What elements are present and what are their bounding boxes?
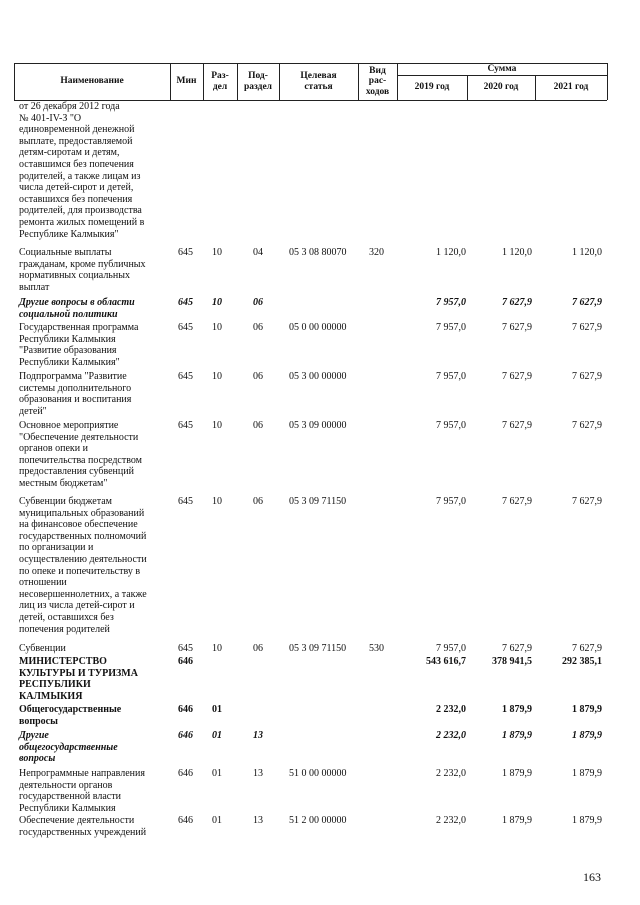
cell-podrazdel: 06 xyxy=(253,371,263,382)
cell-y2021: 7 627,9 xyxy=(572,297,602,308)
cell-y2019: 7 957,0 xyxy=(436,643,466,654)
cell-razdel: 10 xyxy=(212,420,222,431)
cell-vid: 530 xyxy=(369,643,384,654)
cell-min: 645 xyxy=(178,643,193,654)
cell-y2019: 543 616,7 xyxy=(426,656,466,667)
cell-y2020: 7 627,9 xyxy=(502,420,532,431)
cell-celevaya: 51 2 00 00000 xyxy=(289,815,347,826)
cell-podrazdel: 06 xyxy=(253,322,263,333)
cell-min: 645 xyxy=(178,496,193,507)
cell-razdel: 10 xyxy=(212,371,222,382)
cell-y2021: 1 879,9 xyxy=(572,768,602,779)
cell-y2020: 7 627,9 xyxy=(502,297,532,308)
cell-min: 646 xyxy=(178,656,193,667)
row-name: Обеспечение деятельности государственных учреждений xyxy=(19,815,147,838)
cell-min: 645 xyxy=(178,297,193,308)
cell-y2019: 1 120,0 xyxy=(436,247,466,258)
row-name: Субвенции бюджетам муниципальных образований на финансовое обеспечение государственных полномочий по организации и осуществлению деятельности по опеке и попечительству в отношении несовершеннолетних, а также лиц из числа детей-сирот и детей, оставшихся без попечения родителей xyxy=(19,496,147,635)
cell-y2020: 7 627,9 xyxy=(502,643,532,654)
cell-min: 645 xyxy=(178,371,193,382)
cell-razdel: 10 xyxy=(212,643,222,654)
cell-podrazdel: 13 xyxy=(253,730,263,741)
cell-y2020: 1 879,9 xyxy=(502,815,532,826)
cell-min: 645 xyxy=(178,420,193,431)
header-podrazdel: Под- раздел xyxy=(243,70,273,92)
row-name: Общегосударственные вопросы xyxy=(19,704,122,727)
cell-y2021: 7 627,9 xyxy=(572,322,602,333)
cell-min: 646 xyxy=(178,768,193,779)
row-name: от 26 декабря 2012 года № 401-IV-З "О единовременной денежной выплате, предоставляемой детям-сиротам и детям, оставшимся без попечения родителей, а также лицам из числа детей-сирот и детей, оставшихся без попечения родителей, для производства ремонта жилых помещений в Республике Калмыкия" xyxy=(19,101,145,240)
cell-y2020: 1 879,9 xyxy=(502,704,532,715)
cell-y2021: 7 627,9 xyxy=(572,420,602,431)
cell-y2021: 292 385,1 xyxy=(562,656,602,667)
cell-y2021: 1 879,9 xyxy=(572,730,602,741)
cell-y2020: 378 941,5 xyxy=(492,656,532,667)
cell-y2019: 2 232,0 xyxy=(436,815,466,826)
cell-y2021: 1 120,0 xyxy=(572,247,602,258)
header-min: Мин xyxy=(176,76,197,86)
cell-y2020: 7 627,9 xyxy=(502,496,532,507)
cell-min: 646 xyxy=(178,704,193,715)
cell-y2021: 7 627,9 xyxy=(572,643,602,654)
cell-y2019: 7 957,0 xyxy=(436,496,466,507)
cell-podrazdel: 06 xyxy=(253,643,263,654)
cell-celevaya: 51 0 00 00000 xyxy=(289,768,347,779)
row-name: Социальные выплаты гражданам, кроме публичных нормативных социальных выплат xyxy=(19,247,146,293)
cell-podrazdel: 06 xyxy=(253,420,263,431)
cell-razdel: 10 xyxy=(212,322,222,333)
header-name: Наименование xyxy=(60,76,124,86)
row-name: Основное мероприятие "Обеспечение деятельности органов опеки и попечительства посредством предоставления субвенций местным бюджетам" xyxy=(19,420,143,489)
header-year-2021: 2021 год xyxy=(553,82,589,92)
header-vline xyxy=(607,63,608,100)
cell-min: 645 xyxy=(178,322,193,333)
cell-min: 646 xyxy=(178,730,193,741)
cell-y2020: 7 627,9 xyxy=(502,322,532,333)
cell-y2019: 7 957,0 xyxy=(436,371,466,382)
cell-y2019: 2 232,0 xyxy=(436,768,466,779)
cell-celevaya: 05 3 08 80070 xyxy=(289,247,347,258)
header-vid-rashodov: Вид рас- ходов xyxy=(365,65,390,97)
cell-y2020: 1 120,0 xyxy=(502,247,532,258)
cell-min: 645 xyxy=(178,247,193,258)
cell-y2019: 2 232,0 xyxy=(436,730,466,741)
cell-razdel: 01 xyxy=(212,768,222,779)
header-year-2019: 2019 год xyxy=(414,82,450,92)
cell-y2020: 7 627,9 xyxy=(502,371,532,382)
cell-razdel: 01 xyxy=(212,704,222,715)
cell-y2019: 2 232,0 xyxy=(436,704,466,715)
cell-podrazdel: 06 xyxy=(253,496,263,507)
cell-y2019: 7 957,0 xyxy=(436,322,466,333)
cell-podrazdel: 13 xyxy=(253,768,263,779)
header-celevaya-statya: Целевая статья xyxy=(300,70,337,92)
cell-celevaya: 05 3 09 00000 xyxy=(289,420,347,431)
header-year-2020: 2020 год xyxy=(483,82,519,92)
row-name: Подпрограмма "Развитие системы дополнительного образования и воспитания детей" xyxy=(19,371,132,417)
cell-min: 646 xyxy=(178,815,193,826)
cell-y2021: 1 879,9 xyxy=(572,704,602,715)
row-name: Другие вопросы в области социальной политики xyxy=(19,297,135,320)
row-name: Субвенции xyxy=(19,643,66,654)
cell-razdel: 01 xyxy=(212,730,222,741)
cell-razdel: 10 xyxy=(212,297,222,308)
row-name: Другие общегосударственные вопросы xyxy=(19,730,118,765)
row-name: МИНИСТЕРСТВО КУЛЬТУРЫ И ТУРИЗМА РЕСПУБЛИКИ КАЛМЫКИЯ xyxy=(19,656,138,702)
cell-y2021: 7 627,9 xyxy=(572,371,602,382)
cell-razdel: 01 xyxy=(212,815,222,826)
cell-podrazdel: 06 xyxy=(253,297,263,308)
cell-razdel: 10 xyxy=(212,247,222,258)
cell-podrazdel: 04 xyxy=(253,247,263,258)
cell-celevaya: 05 3 09 71150 xyxy=(289,496,347,507)
cell-y2021: 1 879,9 xyxy=(572,815,602,826)
cell-y2019: 7 957,0 xyxy=(436,297,466,308)
cell-y2021: 7 627,9 xyxy=(572,496,602,507)
header-summa: Сумма xyxy=(487,63,517,74)
cell-razdel: 10 xyxy=(212,496,222,507)
cell-vid: 320 xyxy=(369,247,384,258)
cell-y2020: 1 879,9 xyxy=(502,730,532,741)
row-name: Непрограммные направления деятельности органов государственной власти Республики Калмыкия xyxy=(19,768,145,814)
cell-celevaya: 05 0 00 00000 xyxy=(289,322,347,333)
page-number: 163 xyxy=(583,870,601,884)
cell-podrazdel: 13 xyxy=(253,815,263,826)
cell-celevaya: 05 3 00 00000 xyxy=(289,371,347,382)
cell-y2020: 1 879,9 xyxy=(502,768,532,779)
cell-y2019: 7 957,0 xyxy=(436,420,466,431)
header-razdel: Раз- дел xyxy=(211,70,229,92)
cell-celevaya: 05 3 09 71150 xyxy=(289,643,347,654)
row-name: Государственная программа Республики Калмыкия "Развитие образования Республики Калмыкия" xyxy=(19,322,139,368)
